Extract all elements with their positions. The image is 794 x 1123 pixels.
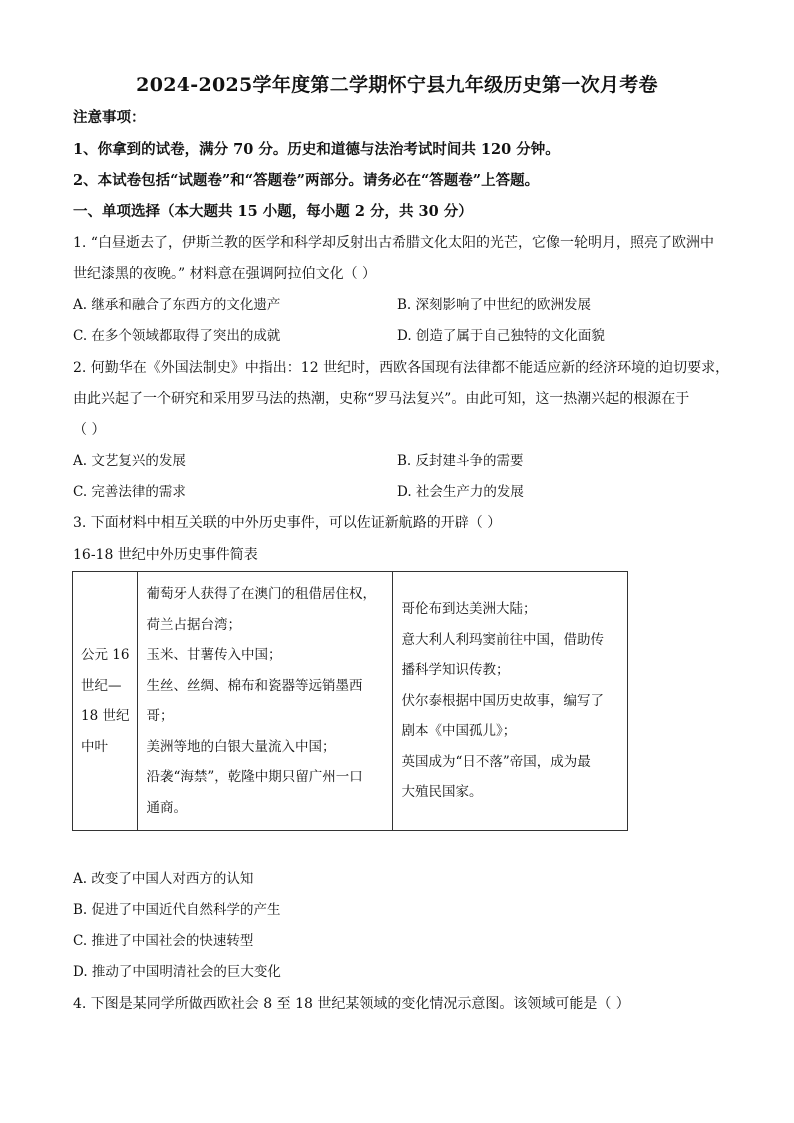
q1-option-d: D. 创造了属于自己独特的文化面貌 (397, 328, 605, 344)
world-event-line: 哥伦布到达美洲大陆； (401, 601, 537, 618)
china-event-line: 生丝、丝绸、棉布和瓷器等远销墨西 (146, 677, 363, 694)
section-heading: 一、单项选择（本大题共 15 小题，每小题 2 分，共 30 分） (73, 203, 473, 220)
q3-option-d: D. 推动了中国明清社会的巨大变化 (73, 964, 281, 980)
china-event-line: 哥； (146, 708, 174, 724)
china-event-line: 沿袭“海禁”，乾隆中期只留广州一口 (146, 769, 363, 785)
world-event-line: 伏尔泰根据中国历史故事，编写了 (401, 692, 604, 709)
q2-option-d: D. 社会生产力的发展 (397, 484, 524, 500)
china-event-line: 葡萄牙人获得了在澳门的租借居住权， (146, 586, 376, 602)
q2-option-b: B. 反封建斗争的需要 (397, 453, 524, 469)
q3-option-a: A. 改变了中国人对西方的认知 (73, 871, 254, 887)
china-event-line: 荷兰占据台湾； (146, 616, 241, 633)
q2-stem-line-3: （ ） (73, 422, 106, 438)
q3-option-c: C. 推进了中国社会的快速转型 (73, 933, 254, 949)
q2-option-a: A. 文艺复兴的发展 (73, 453, 186, 469)
era-cell (73, 572, 138, 831)
world-event-line: 意大利人利玛窦前往中国，借助传 (401, 631, 604, 648)
exam-title: 2024-2025学年度第二学期怀宁县九年级历史第一次月考卷 (136, 74, 658, 96)
china-event-line: 美洲等地的白银大量流入中国； (146, 738, 336, 755)
world-event-line: 大殖民国家。 (401, 784, 483, 801)
q3-stem: 3. 下面材料中相互关联的中外历史事件，可以佐证新航路的开辟（ ） (73, 515, 502, 531)
q1-stem-line-1: 1. “白昼逝去了，伊斯兰教的医学和科学却反射出古希腊文化太阳的光芒，它像一轮明月，照亮了欧洲中 (73, 235, 714, 251)
q1-stem-line-2: 世纪漆黑的夜晚。” 材料意在强调阿拉伯文化（ ） (73, 266, 377, 282)
q3-option-b: B. 促进了中国近代自然科学的产生 (73, 902, 281, 918)
era-line: 中叶 (81, 738, 108, 755)
world-event-line: 剧本《中国孤儿》； (401, 723, 517, 740)
china-events-cell (138, 572, 393, 831)
table-row (73, 572, 628, 831)
world-event-line: 英国成为“日不落”帝国，成为最 (401, 753, 591, 770)
q1-option-a: A. 继承和融合了东西方的文化遗产 (73, 297, 281, 313)
china-event-line: 通商。 (146, 799, 187, 816)
era-line: 18 世纪 (81, 708, 130, 724)
notice-heading: 注意事项： (73, 109, 146, 126)
notice-item-1: 1、你拿到的试卷，满分 70 分。历史和道德与法治考试时间共 120 分钟。 (73, 141, 560, 158)
q1-option-b: B. 深刻影响了中世纪的欧洲发展 (397, 297, 592, 313)
era-line: 世纪— (81, 677, 122, 694)
q4-stem: 4. 下图是某同学所做西欧社会 8 至 18 世纪某领域的变化情况示意图。该领域可能是（ ） (73, 996, 630, 1012)
q2-option-c: C. 完善法律的需求 (73, 484, 186, 500)
notice-item-2: 2、本试卷包括“试题卷”和“答题卷”两部分。请务必在“答题卷”上答题。 (73, 172, 540, 189)
china-event-line: 玉米、甘薯传入中国； (146, 647, 282, 663)
q3-table-caption: 16-18 世纪中外历史事件简表 (73, 547, 258, 563)
q2-stem-line-1: 2. 何勤华在《外国法制史》中指出：12 世纪时，西欧各国现有法律都不能适应新的经济环境的迫切要求， (73, 360, 730, 376)
world-events-cell (393, 572, 628, 831)
world-event-line: 播科学知识传教； (401, 662, 510, 679)
q2-stem-line-2: 由此兴起了一个研究和采用罗马法的热潮，史称“罗马法复兴”。由此可知，这一热潮兴起的根源在于 (73, 391, 690, 407)
q1-option-c: C. 在多个领域都取得了突出的成就 (73, 328, 281, 344)
era-line: 公元 16 (81, 647, 130, 663)
events-table (72, 571, 628, 831)
